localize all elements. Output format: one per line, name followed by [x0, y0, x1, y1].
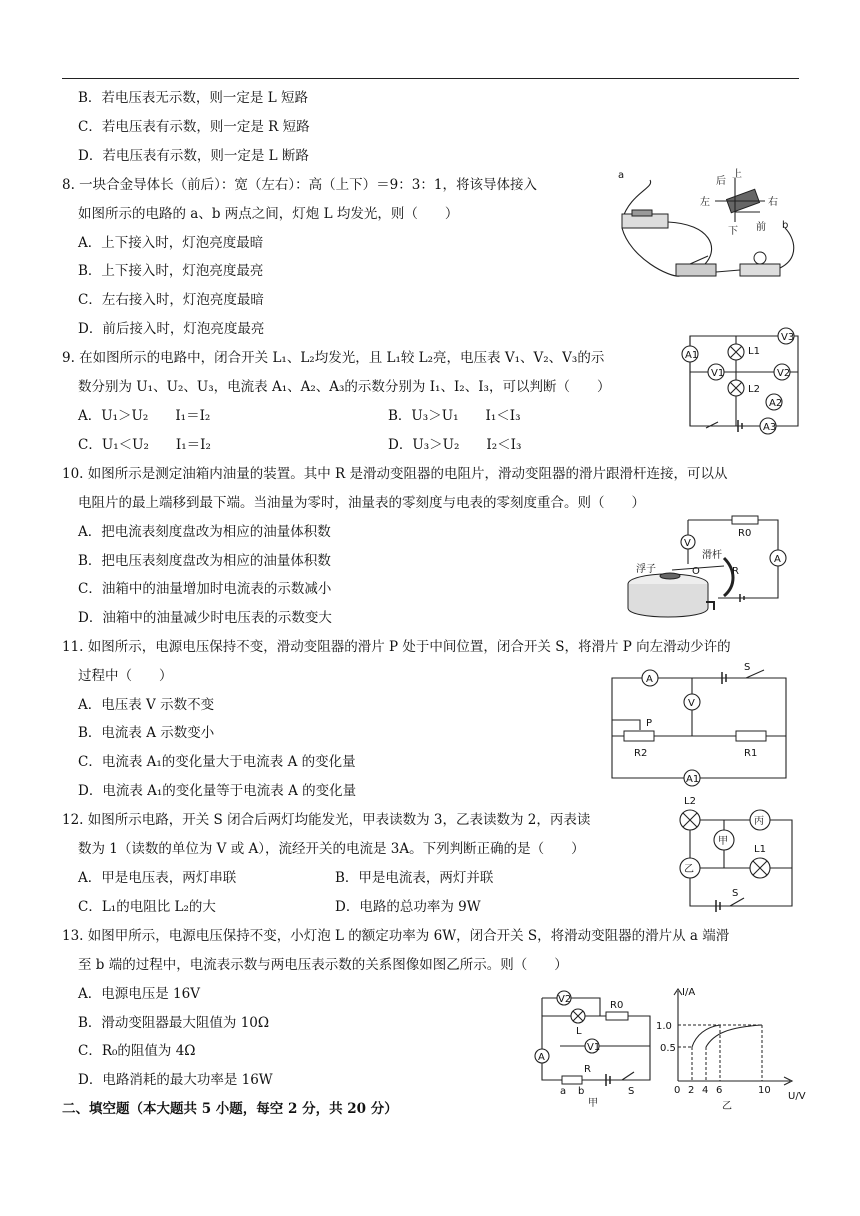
q11-option-a: A．电压表 V 示数不变: [78, 697, 215, 713]
q13-circuit-jia-figure: [530, 990, 660, 1112]
svg-text:V3: V3: [781, 332, 795, 343]
q12-option-c: C．L₁的电阻比 L₂的大: [78, 899, 216, 915]
q12-stem-line2: 数为 1（读数的单位为 V 或 A），流经开关的电流是 3A。下列判断正确的是（ ）: [78, 841, 585, 857]
svg-text:甲: 甲: [718, 836, 728, 847]
q12-option-b: B．甲是电流表，两灯并联: [335, 870, 494, 886]
q13-option-a: A．电源电压是 16V: [78, 986, 200, 1002]
svg-text:A1: A1: [685, 350, 699, 361]
graph-ytick-1: 1.0: [656, 1021, 672, 1032]
svg-text:L1: L1: [748, 346, 760, 357]
svg-text:S: S: [744, 662, 751, 673]
graph-ylabel: I/A: [682, 987, 696, 998]
svg-text:乙: 乙: [722, 1101, 732, 1112]
svg-text:R: R: [584, 1064, 591, 1075]
svg-text:A3: A3: [763, 422, 777, 433]
svg-text:V2: V2: [777, 368, 791, 379]
q8-circuit-figure: [610, 168, 810, 288]
q8-stem-line1: 8. 一块合金导体长（前后）：宽（左右）：高（上下）＝9：3：1，将该导体接入: [62, 177, 537, 193]
graph-xlabel: U/V: [788, 1091, 806, 1102]
q9-option-d: D．U₃＞U₂ I₂＜I₃: [388, 437, 522, 453]
q10-option-c: C．油箱中的油量增加时电流表的示数减小: [78, 581, 332, 597]
svg-text:V1: V1: [711, 368, 725, 379]
svg-text:右: 右: [768, 197, 778, 208]
svg-text:R0: R0: [610, 1000, 624, 1011]
q13-option-c: C．R₀的阻值为 4Ω: [78, 1043, 196, 1059]
svg-text:V2: V2: [558, 994, 572, 1005]
svg-text:滑杆: 滑杆: [702, 550, 722, 561]
q11-stem-line1: 11. 如图所示，电源电压保持不变，滑动变阻器的滑片 P 处于中间位置，闭合开关 S，将滑片 P 向左滑动少许的: [62, 639, 731, 655]
header-rule: [62, 78, 799, 79]
q9-option-a: A．U₁＞U₂ I₁＝I₂: [78, 408, 211, 424]
svg-text:上: 上: [732, 169, 742, 180]
section-2-heading: 二、填空题（本大题共 5 小题，每空 2 分，共 20 分）: [62, 1101, 398, 1117]
q10-option-a: A．把电流表刻度盘改为相应的油量体积数: [78, 524, 331, 540]
svg-text:A: A: [538, 1052, 545, 1063]
svg-text:下: 下: [728, 226, 738, 237]
svg-text:b: b: [782, 220, 789, 231]
svg-text:左: 左: [700, 197, 710, 208]
q12-stem-line1: 12. 如图所示电路，开关 S 闭合后两灯均能发光，甲表读数为 3，乙表读数为 2，丙表读: [62, 812, 591, 828]
svg-text:前: 前: [756, 222, 766, 233]
q9-option-b: B．U₃＞U₁ I₁＜I₃: [388, 408, 521, 424]
svg-text:A: A: [646, 674, 653, 685]
graph-xtick-0: 0: [674, 1085, 681, 1096]
q13-option-d: D．电路消耗的最大功率是 16W: [78, 1072, 273, 1088]
svg-text:R2: R2: [634, 748, 648, 759]
svg-text:L2: L2: [684, 796, 696, 807]
q9-circuit-figure: [678, 326, 808, 440]
svg-text:a: a: [618, 170, 625, 181]
svg-text:R0: R0: [738, 528, 752, 539]
svg-text:L: L: [576, 1026, 582, 1037]
svg-text:甲: 甲: [588, 1098, 598, 1109]
q9-stem-line2: 数分别为 U₁、U₂、U₃，电流表 A₁、A₂、A₃的示数分别为 I₁、I₂、I₃，可以判断（ ）: [78, 379, 611, 395]
svg-text:丙: 丙: [754, 816, 764, 827]
svg-text:R1: R1: [744, 748, 758, 759]
svg-text:S: S: [732, 888, 739, 899]
svg-text:a: a: [560, 1086, 567, 1097]
q10-option-d: D．油箱中的油量减少时电压表的示数变大: [78, 610, 332, 626]
svg-text:浮子: 浮子: [636, 564, 656, 575]
svg-text:L1: L1: [754, 844, 766, 855]
graph-ytick-05: 0.5: [660, 1043, 676, 1054]
q13-stem-line2: 至 b 端的过程中，电流表示数与两电压表示数的关系图像如图乙所示。则（ ）: [78, 957, 568, 973]
svg-text:乙: 乙: [684, 864, 694, 875]
graph-xtick-2: 2: [688, 1085, 695, 1096]
q10-option-b: B．把电压表刻度盘改为相应的油量体积数: [78, 553, 331, 569]
q10-oil-gauge-figure: [628, 514, 798, 624]
svg-text:b: b: [578, 1086, 585, 1097]
svg-text:V1: V1: [587, 1042, 601, 1053]
q11-option-d: D．电流表 A₁的变化量等于电流表 A 的变化量: [78, 783, 357, 799]
svg-text:V: V: [684, 538, 691, 549]
svg-text:P: P: [646, 718, 653, 729]
q7-option-b: B．若电压表无示数，则一定是 L 短路: [78, 90, 308, 106]
q8-option-a: A．上下接入时，灯泡亮度最暗: [78, 235, 264, 251]
q8-option-b: B．上下接入时，灯泡亮度最亮: [78, 263, 264, 279]
q11-stem-line2: 过程中（ ）: [78, 668, 173, 684]
q13-option-b: B．滑动变阻器最大阻值为 10Ω: [78, 1015, 270, 1031]
q10-stem-line2: 电阻片的最上端移到最下端。当油量为零时，油量表的零刻度与电表的零刻度重合。则（ ）: [78, 495, 645, 511]
svg-text:A1: A1: [686, 774, 700, 785]
q7-option-d: D．若电压表有示数，则一定是 L 断路: [78, 148, 309, 164]
q8-option-d: D．前后接入时，灯泡亮度最亮: [78, 321, 265, 337]
q12-option-a: A．甲是电压表，两灯串联: [78, 870, 237, 886]
svg-text:A2: A2: [769, 398, 783, 409]
q7-option-c: C．若电压表有示数，则一定是 R 短路: [78, 119, 310, 135]
q11-circuit-figure: [610, 660, 800, 790]
q11-option-b: B．电流表 A 示数变小: [78, 725, 215, 741]
svg-text:V: V: [688, 698, 695, 709]
q10-stem-line1: 10. 如图所示是测定油箱内油量的装置。其中 R 是滑动变阻器的电阻片，滑动变阻器的滑片跟滑杆连接，可以从: [62, 466, 728, 482]
q8-stem-line2: 如图所示的电路的 a、b 两点之间，灯炮 L 均发光，则（ ）: [78, 206, 459, 222]
graph-xtick-10: 10: [758, 1085, 771, 1096]
svg-text:L2: L2: [748, 384, 760, 395]
svg-text:A: A: [774, 554, 781, 565]
q9-option-c: C．U₁＜U₂ I₁＝I₂: [78, 437, 211, 453]
q12-circuit-figure: [664, 792, 804, 918]
q13-graph-yi-figure: [656, 985, 810, 1112]
q12-option-d: D．电路的总功率为 9W: [335, 899, 481, 915]
q11-option-c: C．电流表 A₁的变化量大于电流表 A 的变化量: [78, 754, 356, 770]
svg-text:O: O: [692, 566, 700, 577]
svg-text:R: R: [732, 566, 739, 577]
graph-xtick-4: 4: [702, 1085, 709, 1096]
q8-option-c: C．左右接入时，灯泡亮度最暗: [78, 292, 264, 308]
q13-stem-line1: 13. 如图甲所示，电源电压保持不变，小灯泡 L 的额定功率为 6W，闭合开关 S，将滑动变阻器的滑片从 a 端滑: [62, 928, 730, 944]
svg-text:后: 后: [716, 176, 726, 187]
q9-stem-line1: 9. 在如图所示的电路中，闭合开关 L₁、L₂均发光，且 L₁较 L₂亮，电压表 V₁、V₂、V₃的示: [62, 350, 605, 366]
svg-text:S: S: [628, 1086, 635, 1097]
graph-xtick-6: 6: [716, 1085, 723, 1096]
